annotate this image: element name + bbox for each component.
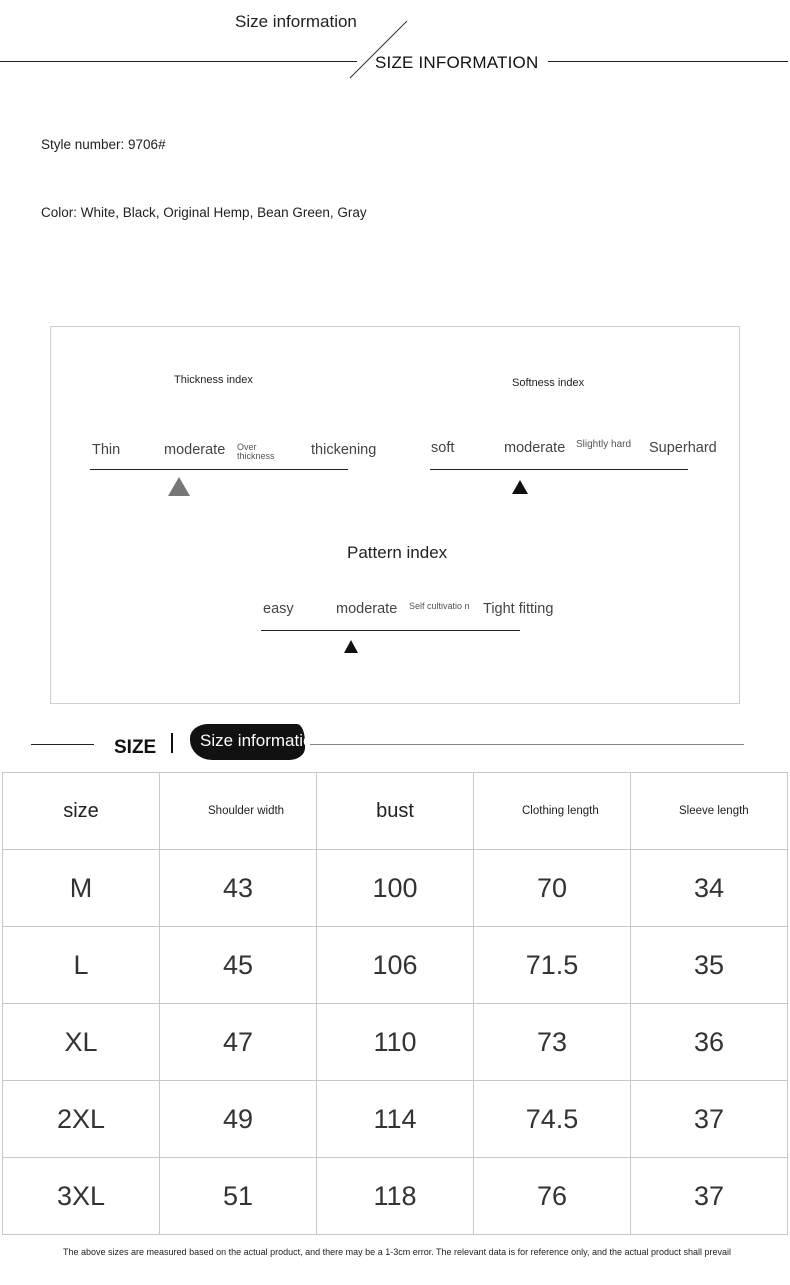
table-cell-bust: 118 bbox=[317, 1158, 474, 1235]
table-cell-sleeve: 36 bbox=[631, 1004, 788, 1081]
size-info-title: SIZE INFORMATION bbox=[375, 53, 539, 72]
table-cell-shoulder: 43 bbox=[160, 850, 317, 927]
table-cell-shoulder: 47 bbox=[160, 1004, 317, 1081]
col-header-sleeve-length: Sleeve length bbox=[631, 773, 788, 850]
pattern-label-tight-fitting: Tight fitting bbox=[483, 601, 554, 617]
table-row bbox=[3, 927, 788, 1004]
thickness-label-moderate: moderate bbox=[164, 442, 226, 458]
color-list: Color: White, Black, Original Hemp, Bean Green, Gray bbox=[41, 205, 367, 220]
table-cell-length: 73 bbox=[474, 1004, 631, 1081]
size-information-tag: Size information bbox=[200, 731, 322, 750]
table-cell-bust: 100 bbox=[317, 850, 474, 927]
softness-index-title: Softness index bbox=[512, 377, 585, 389]
table-cell-shoulder: 49 bbox=[160, 1081, 317, 1158]
header-rule-right bbox=[548, 61, 788, 62]
table-cell-bust: 114 bbox=[317, 1081, 474, 1158]
table-cell-bust: 106 bbox=[317, 927, 474, 1004]
table-cell-bust: 110 bbox=[317, 1004, 474, 1081]
pattern-index-title: Pattern index bbox=[347, 543, 448, 562]
table-cell-shoulder: 45 bbox=[160, 927, 317, 1004]
table-cell-size: XL bbox=[3, 1004, 160, 1081]
table-cell-length: 70 bbox=[474, 850, 631, 927]
table-cell-sleeve: 37 bbox=[631, 1158, 788, 1235]
size-heading: SIZE bbox=[114, 737, 157, 758]
thickness-index-title: Thickness index bbox=[174, 374, 253, 386]
thickness-scale-line bbox=[90, 469, 348, 470]
table-cell-shoulder: 51 bbox=[160, 1158, 317, 1235]
fabric-index-panel bbox=[50, 326, 740, 704]
style-number: Style number: 9706# bbox=[41, 137, 166, 152]
col-header-bust: bust bbox=[317, 773, 474, 850]
table-cell-sleeve: 34 bbox=[631, 850, 788, 927]
softness-label-slightly-hard: Slightly hard bbox=[576, 439, 632, 450]
table-row bbox=[3, 1081, 788, 1158]
softness-label-moderate: moderate bbox=[504, 440, 566, 456]
table-cell-sleeve: 37 bbox=[631, 1081, 788, 1158]
table-cell-length: 74.5 bbox=[474, 1081, 631, 1158]
table-row bbox=[3, 850, 788, 927]
col-header-shoulder-width: Shoulder width bbox=[160, 773, 317, 850]
thickness-label-over-thickness: Over thickness bbox=[237, 442, 275, 461]
table-header-row bbox=[3, 773, 788, 850]
table-cell-sleeve: 35 bbox=[631, 927, 788, 1004]
pattern-label-easy: easy bbox=[263, 601, 294, 617]
table-cell-length: 71.5 bbox=[474, 927, 631, 1004]
size-info-subtitle: Size information bbox=[235, 12, 357, 31]
size-rule-left bbox=[31, 744, 94, 745]
thickness-label-thin: Thin bbox=[92, 442, 121, 458]
table-cell-size: M bbox=[3, 850, 160, 927]
thickness-label-thickening: thickening bbox=[311, 442, 377, 458]
table-cell-size: 3XL bbox=[3, 1158, 160, 1235]
pattern-marker-icon bbox=[344, 640, 358, 653]
softness-marker-icon bbox=[512, 480, 528, 494]
softness-scale-line bbox=[430, 469, 688, 470]
table-cell-length: 76 bbox=[474, 1158, 631, 1235]
pattern-label-moderate: moderate bbox=[336, 601, 398, 617]
col-header-clothing-length: Clothing length bbox=[474, 773, 631, 850]
pattern-scale-line bbox=[261, 630, 520, 631]
table-cell-size: L bbox=[3, 927, 160, 1004]
measurement-disclaimer: The above sizes are measured based on the actual product, and there may be a 1-3cm error. The relevant data is for reference only, and the actual product shall prevail bbox=[63, 1247, 732, 1257]
softness-label-soft: soft bbox=[431, 440, 455, 456]
table-row bbox=[3, 1158, 788, 1235]
col-header-size: size bbox=[3, 773, 160, 850]
softness-label-superhard: Superhard bbox=[649, 440, 717, 456]
size-heading-bar bbox=[171, 733, 173, 753]
pattern-label-self-cultivation: Self cultivatio n bbox=[409, 601, 470, 611]
thickness-marker-icon bbox=[168, 477, 190, 496]
size-rule-right bbox=[310, 744, 744, 745]
header-rule-left bbox=[0, 61, 357, 62]
table-cell-size: 2XL bbox=[3, 1081, 160, 1158]
table-row bbox=[3, 1004, 788, 1081]
size-chart-table bbox=[2, 772, 788, 1235]
